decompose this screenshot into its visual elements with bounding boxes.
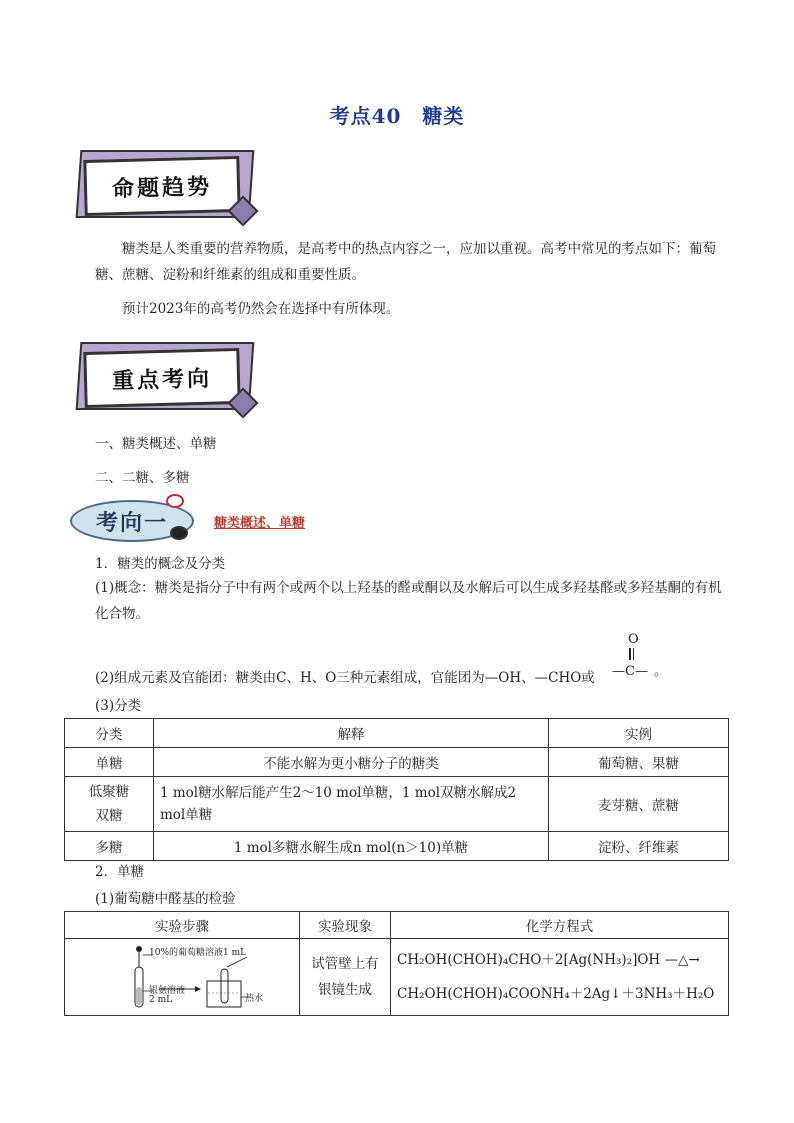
hot-water-label: 热水 [245, 994, 264, 1004]
classification-title: (3)分类 [95, 698, 142, 714]
table-header: 解释 [154, 719, 549, 748]
banner-trend-label: 命题趋势 [83, 156, 240, 216]
table-cell: 多糖 [65, 832, 154, 861]
reagent-1-label: 10%的葡萄糖溶液1 mL [149, 948, 247, 958]
table-header: 实验步骤 [65, 912, 300, 939]
table-cell: 葡萄糖、果糖 [549, 748, 729, 777]
table-header: 实例 [549, 719, 729, 748]
table-cell: 淀粉、纤维素 [549, 832, 729, 861]
equation-line-2: CH₂OH(CHOH)₄COONH₄＋2Ag↓＋3NH₃＋H₂O [397, 986, 715, 1002]
table-header: 分类 [65, 719, 154, 748]
bubble-icon [170, 526, 188, 540]
equation-line-1: CH₂OH(CHOH)₄CHO＋2[Ag(NH₃)₂]OH —△→ [397, 952, 700, 968]
equation-cell [391, 939, 729, 1016]
banner-focus [70, 342, 252, 414]
bubble-icon [166, 494, 184, 508]
aldehyde-test-table [64, 911, 729, 1016]
reagent-2-amount: 2 mL [149, 995, 173, 1005]
classification-table [64, 718, 729, 861]
experiment-diagram [65, 939, 300, 1016]
table-cell: 低聚糖 双糖 [65, 777, 154, 832]
phenomenon-cell: 试管壁上有银镜生成 [300, 939, 391, 1016]
topic-tag-label: 糖类概述、单糖 [214, 516, 306, 531]
table-cell: 单糖 [65, 748, 154, 777]
trend-paragraph-2: 预计2023年的高考仍然会在选择中有所体现。 [122, 301, 400, 317]
carbonyl-oxygen: O [628, 632, 639, 647]
banner-trend [70, 150, 252, 222]
table-header: 化学方程式 [391, 912, 729, 939]
section-2-subtitle: (1)葡萄糖中醛基的检验 [95, 891, 236, 907]
elements-paragraph: (2)组成元素及官能团：糖类由C、H、O三种元素组成，官能团为—OH、—CHO或 [95, 670, 595, 686]
banner-focus-label: 重点考向 [83, 348, 240, 408]
table-cell: 1 mol多糖水解生成n mol(n＞10)单糖 [154, 832, 549, 861]
table-cell: 1 mol糖水解后能产生2～10 mol单糖，1 mol双糖水解成2 mol单糖 [154, 777, 549, 832]
topic-tag-text: 考向一 [70, 500, 194, 542]
page-title: 考点40 糖类 [329, 104, 465, 128]
concept-paragraph: (1)概念：糖类是指分子中有两个或两个以上羟基的醛或酮以及水解后可以生成多羟基醛或多羟基酮的有机化合物。 [95, 580, 722, 622]
toc-item-1: 一、糖类概述、单糖 [95, 436, 217, 452]
table-header: 实验现象 [300, 912, 391, 939]
carbonyl-structure [612, 632, 667, 679]
topic-tag [70, 498, 210, 544]
toc-item-2: 二、二糖、多糖 [95, 470, 190, 486]
carbonyl-carbon: —C— 。 [612, 664, 667, 679]
table-cell: 不能水解为更小糖分子的糖类 [154, 748, 549, 777]
section-1-title: 1．糖类的概念及分类 [95, 556, 226, 572]
reagent-2-label: 银氨溶液 [149, 986, 186, 996]
section-2-title: 2．单糖 [95, 864, 145, 880]
trend-paragraph-1: 糖类是人类重要的营养物质，是高考中的热点内容之一，应加以重视。高考中常见的考点如下：葡萄糖、蔗糖、淀粉和纤维素的组成和重要性质。 [95, 241, 716, 283]
table-cell: 麦芽糖、蔗糖 [549, 777, 729, 832]
